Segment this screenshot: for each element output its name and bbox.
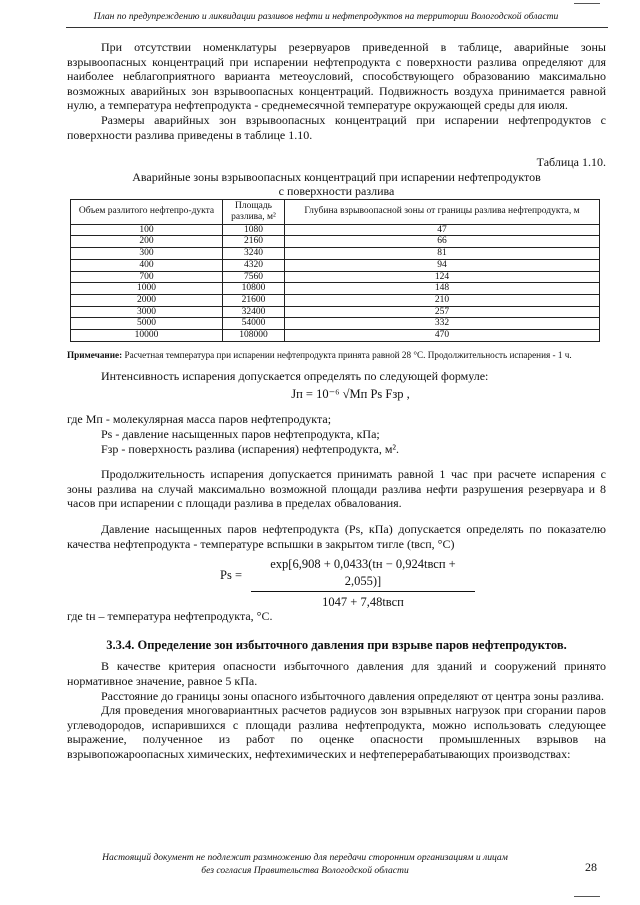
table-note — [67, 349, 606, 361]
paragraph-no-nomenclature: При отсутствии номенклатуры резервуаров приведенной в таблице, аварийные зоны взрывоопасных концентраций при испарении нефтепродукта с поверхности разлива определяют для наиболее неблагоприятного варианта метеоусловий, способствующего образованию максимально возможных аварийных зон взрывоопасных концентраций. Подвижность воздуха принимается равной нулю, а температура нефтепродукта - среднемесячной температуре окружающей среды для июля. — [67, 40, 606, 113]
table-cell: 257 — [285, 306, 600, 318]
table-row — [71, 306, 600, 318]
running-header: План по предупреждению и ликвидации разливов нефти и нефтепродуктов на территории Вологодской области — [93, 11, 559, 22]
table-cell: 1080 — [223, 224, 285, 236]
page-footer — [70, 851, 540, 877]
section-paragraph-distance: Расстояние до границы зоны опасного избыточного давления определяют от центра зоны разлива. — [101, 688, 604, 703]
table-cell: 124 — [285, 271, 600, 283]
table-cell: 4320 — [223, 259, 285, 271]
pressure-formula-fraction — [251, 556, 475, 611]
table-cell: 108000 — [223, 330, 285, 342]
pressure-formula-lhs: Ps = — [220, 568, 242, 583]
table-cell: 332 — [285, 318, 600, 330]
table-caption-line1: Аварийные зоны взрывоопасных концентраций при испарении нефтепродуктов — [132, 169, 541, 184]
footer-line1: Настоящий документ не подлежит размножению для передачи сторонним организациям и лицам — [102, 852, 508, 863]
table-row — [71, 248, 600, 260]
table-cell: 3240 — [223, 248, 285, 260]
table-row — [71, 236, 600, 248]
section-heading: 3.3.4. Определение зон избыточного давления при взрыве паров нефтепродуктов. — [106, 637, 567, 652]
table-cell: 32400 — [223, 306, 285, 318]
explosion-zones-table — [70, 199, 600, 342]
table-cell: 81 — [285, 248, 600, 260]
column-header-depth: Глубина взрывоопасной зоны от границы разлива нефтепродукта, м — [285, 199, 600, 224]
table-row — [71, 330, 600, 342]
column-header-area: Площадь разлива, м² — [223, 199, 285, 224]
where-molar-mass: где Мп - молекулярная масса паров нефтепродукта; — [67, 412, 332, 427]
table-number: Таблица 1.10. — [536, 155, 606, 170]
header-divider — [66, 27, 608, 28]
footer-line2: без согласия Правительства Вологодской области — [201, 865, 409, 876]
section-paragraph-calculation: Для проведения многовариантных расчетов радиусов зон взрывных нагрузок при сгорании паров углеводородов, испарившихся с площади разлива нефтепродукта, можно использовать следующее выражение, полученное из работ по оценке опасности промышленных взрывов на взрывопожароопасных химических, нефтехимических и нефтеперерабатывающих производствах: — [67, 703, 606, 761]
table-cell: 200 — [71, 236, 223, 248]
where-pressure: Рs - давление насыщенных паров нефтепродукта, кПа; — [101, 426, 380, 441]
note-text: Расчетная температура при испарении нефтепродукта принята равной 28 °С. Продолжительность испарения - 1 ч. — [122, 349, 572, 360]
table-cell: 2000 — [71, 294, 223, 306]
table-cell: 10800 — [223, 283, 285, 295]
table-cell: 400 — [71, 259, 223, 271]
intensity-formula — [67, 387, 606, 409]
table-cell: 7560 — [223, 271, 285, 283]
section-paragraph-criterion: В качестве критерия опасности избыточного давления для зданий и сооружений принято нормативное значение, равное 5 кПа. — [67, 659, 606, 688]
table-cell: 210 — [285, 294, 600, 306]
evaporation-duration: Продолжительность испарения допускается принимать равной 1 час при расчете испарения с зоны разлива на случай максимально возможной площади разлива нефти разрушения резервуара и 8 часов при испарении с площади разлива в пределах обвалования. — [67, 467, 606, 511]
intensity-formula-text: Jп = 10⁻⁶ √Mп Ps Fзр , — [291, 387, 410, 402]
table-row — [71, 224, 600, 236]
table-cell: 1000 — [71, 283, 223, 295]
table-cell: 21600 — [223, 294, 285, 306]
table-header-row — [71, 199, 600, 224]
table-cell: 470 — [285, 330, 600, 342]
pressure-formula — [67, 555, 606, 610]
intensity-intro: Интенсивность испарения допускается определять по следующей формуле: — [101, 368, 489, 383]
table-row — [71, 294, 600, 306]
table-caption-line2: с поверхности разлива — [278, 183, 395, 198]
table-cell: 94 — [285, 259, 600, 271]
table-cell: 10000 — [71, 330, 223, 342]
table-row — [71, 271, 600, 283]
bottom-corner-mark — [574, 896, 600, 897]
column-header-volume: Объем разлитого нефтепро-дукта — [71, 199, 223, 224]
top-corner-mark — [574, 3, 600, 4]
page-content — [67, 40, 606, 761]
table-cell: 54000 — [223, 318, 285, 330]
where-temperature: где tн – температура нефтепродукта, °С. — [67, 609, 273, 624]
table-cell: 3000 — [71, 306, 223, 318]
table-cell: 148 — [285, 283, 600, 295]
table-cell: 300 — [71, 248, 223, 260]
table-cell: 100 — [71, 224, 223, 236]
note-label: Примечание: — [67, 349, 123, 360]
table-cell: 700 — [71, 271, 223, 283]
table-cell: 47 — [285, 224, 600, 236]
pressure-intro: Давление насыщенных паров нефтепродукта (Рs, кПа) допускается определять по показателю качества нефтепродукта - температуре вспышки в закрытом тигле (tвсп, °С) — [67, 521, 606, 551]
table-row — [71, 259, 600, 271]
table-cell: 66 — [285, 236, 600, 248]
pressure-formula-numerator: exp[6,908 + 0,0433(tн − 0,924tвсп + 2,055)] — [251, 556, 475, 592]
where-surface: Fзр - поверхность разлива (испарения) нефтепродукта, м². — [101, 441, 400, 456]
paragraph-table-reference: Размеры аварийных зон взрывоопасных концентраций при испарении нефтепродуктов с поверхности разлива приведены в таблице 1.10. — [67, 112, 606, 142]
table-cell: 5000 — [71, 318, 223, 330]
page-number: 28 — [585, 860, 597, 874]
table-row — [71, 283, 600, 295]
pressure-formula-denominator: 1047 + 7,48tвсп — [322, 595, 404, 610]
table-cell: 2160 — [223, 236, 285, 248]
table-row — [71, 318, 600, 330]
